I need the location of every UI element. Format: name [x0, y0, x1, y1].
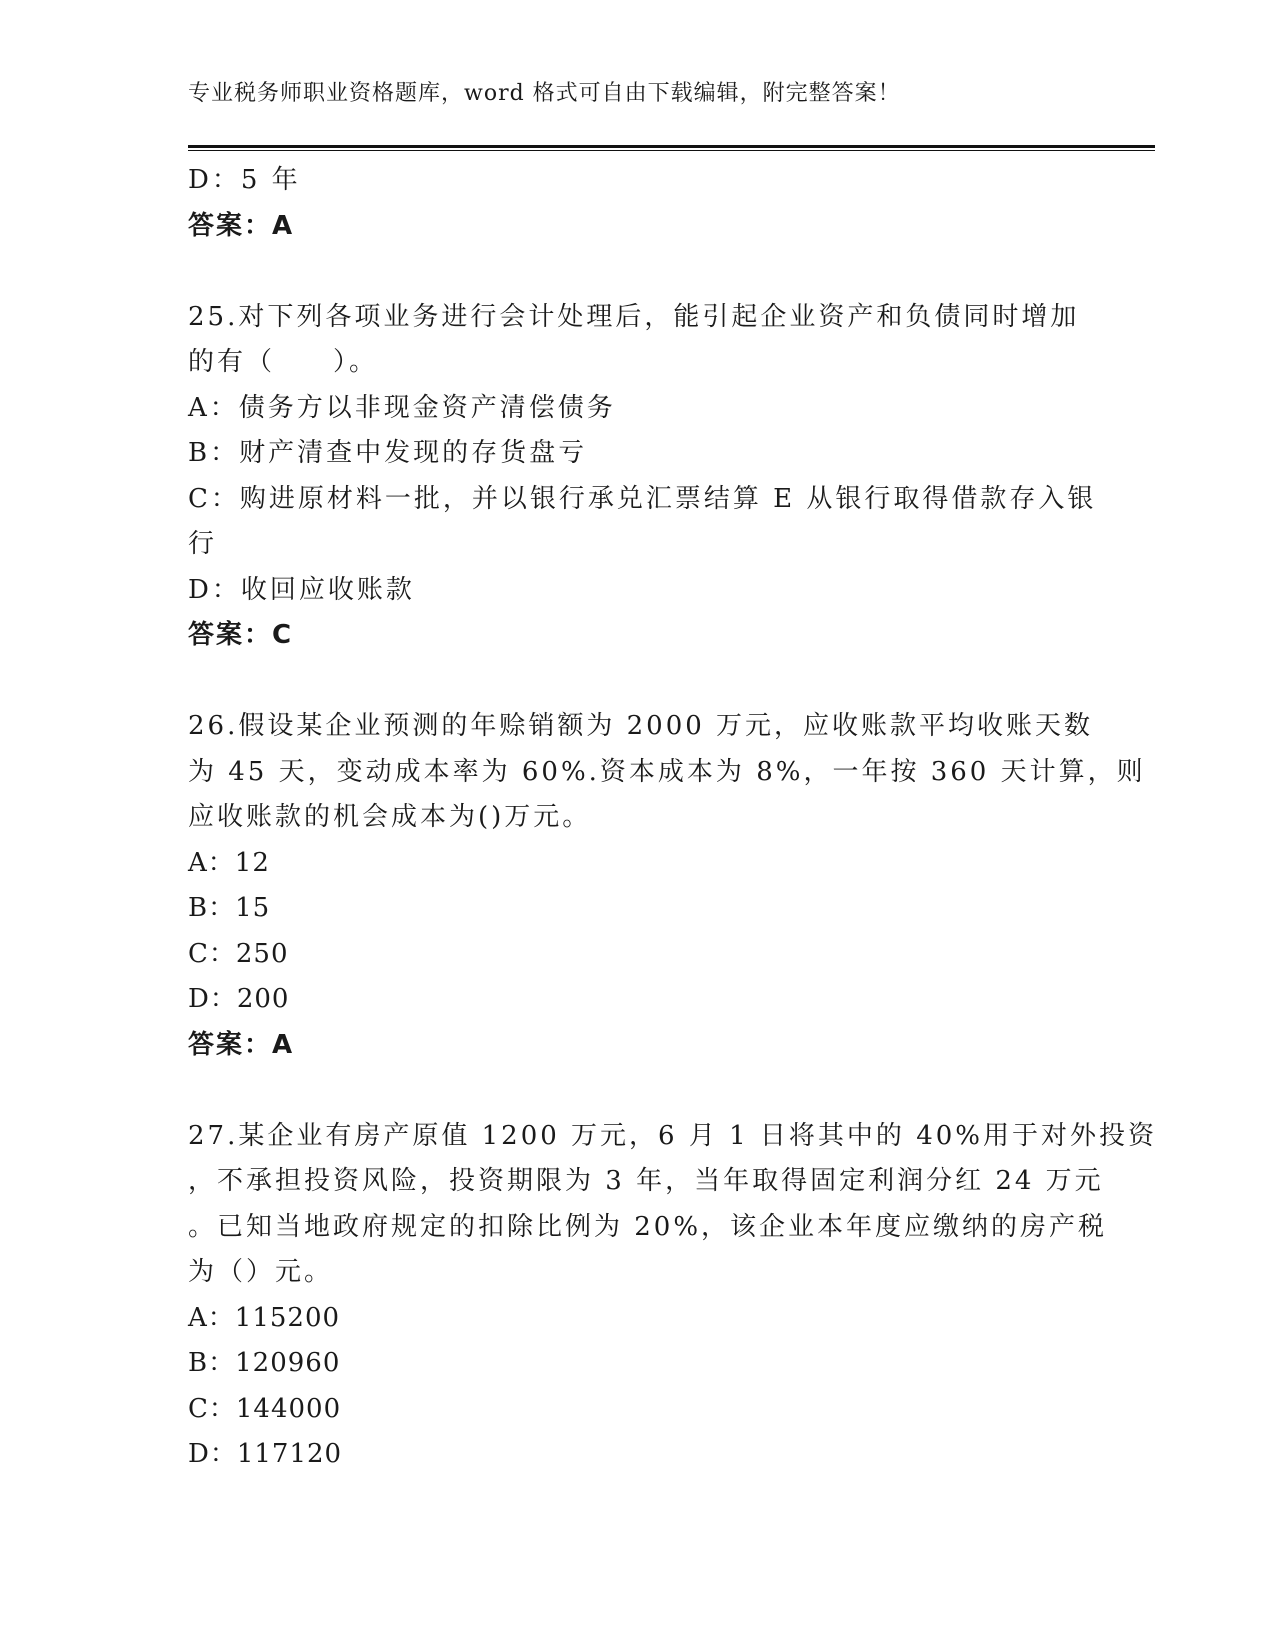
q26-stem-line-3: 应收账款的机会成本为()万元。 [188, 802, 592, 832]
q25-option-b: B：财产清查中发现的存货盘亏 [188, 438, 588, 468]
q24-option-d: D：5 年 [188, 165, 301, 195]
q25-answer: 答案：C [188, 620, 294, 650]
q25-stem-line-1: 25.对下列各项业务进行会计处理后，能引起企业资产和负债同时增加 [188, 301, 1080, 332]
header-divider-thin [188, 150, 1155, 151]
q27-option-c: C：144000 [188, 1393, 342, 1424]
q26-answer: 答案：A [188, 1029, 295, 1060]
q25-option-c-line-2: 行 [188, 529, 218, 559]
q25-stem-line-2: 的有（ ）。 [188, 347, 379, 377]
q27-stem-line-2: ，不承担投资风险，投资期限为 3 年，当年取得固定利润分红 24 万元 [188, 1166, 1104, 1196]
q27-stem-line-4: 为（）元。 [188, 1257, 334, 1287]
spacer [188, 659, 1088, 705]
question-content [188, 158, 1157, 1478]
spacer [188, 1068, 1088, 1114]
q25-option-d: D：收回应收账款 [188, 574, 415, 605]
header-divider-thick [188, 145, 1155, 148]
q26-stem-line-1: 26.假设某企业预测的年赊销额为 2000 万元，应收账款平均收账天数 [188, 711, 1094, 741]
q26-option-a: A：12 [188, 847, 270, 878]
q27-option-d: D：117120 [188, 1439, 343, 1469]
q26-option-c: C：250 [188, 938, 289, 969]
q26-option-b: B：15 [188, 893, 271, 923]
q27-stem-line-1: 27.某企业有房产原值 1200 万元，6 月 1 日将其中的 40%用于对外投资 [188, 1120, 1157, 1151]
q26-option-d: D：200 [188, 984, 290, 1014]
q27-option-a: A：115200 [188, 1302, 341, 1333]
q25-option-a: A：债务方以非现金资产清偿债务 [188, 392, 616, 423]
q27-option-b: B：120960 [188, 1348, 341, 1378]
q27-stem-line-3: 。已知当地政府规定的扣除比例为 20%，该企业本年度应缴纳的房产税 [188, 1211, 1108, 1242]
page-header: 专业税务师职业资格题库，word 格式可自由下载编辑，附完整答案！ [188, 81, 901, 106]
q24-answer: 答案：A [188, 210, 295, 241]
spacer [188, 249, 1088, 295]
q25-option-c-line-1: C：购进原材料一批，并以银行承兑汇票结算 E 从银行取得借款存入银 [188, 483, 1097, 514]
q26-stem-line-2: 为 45 天，变动成本率为 60%.资本成本为 8%，一年按 360 天计算，则 [188, 756, 1146, 787]
